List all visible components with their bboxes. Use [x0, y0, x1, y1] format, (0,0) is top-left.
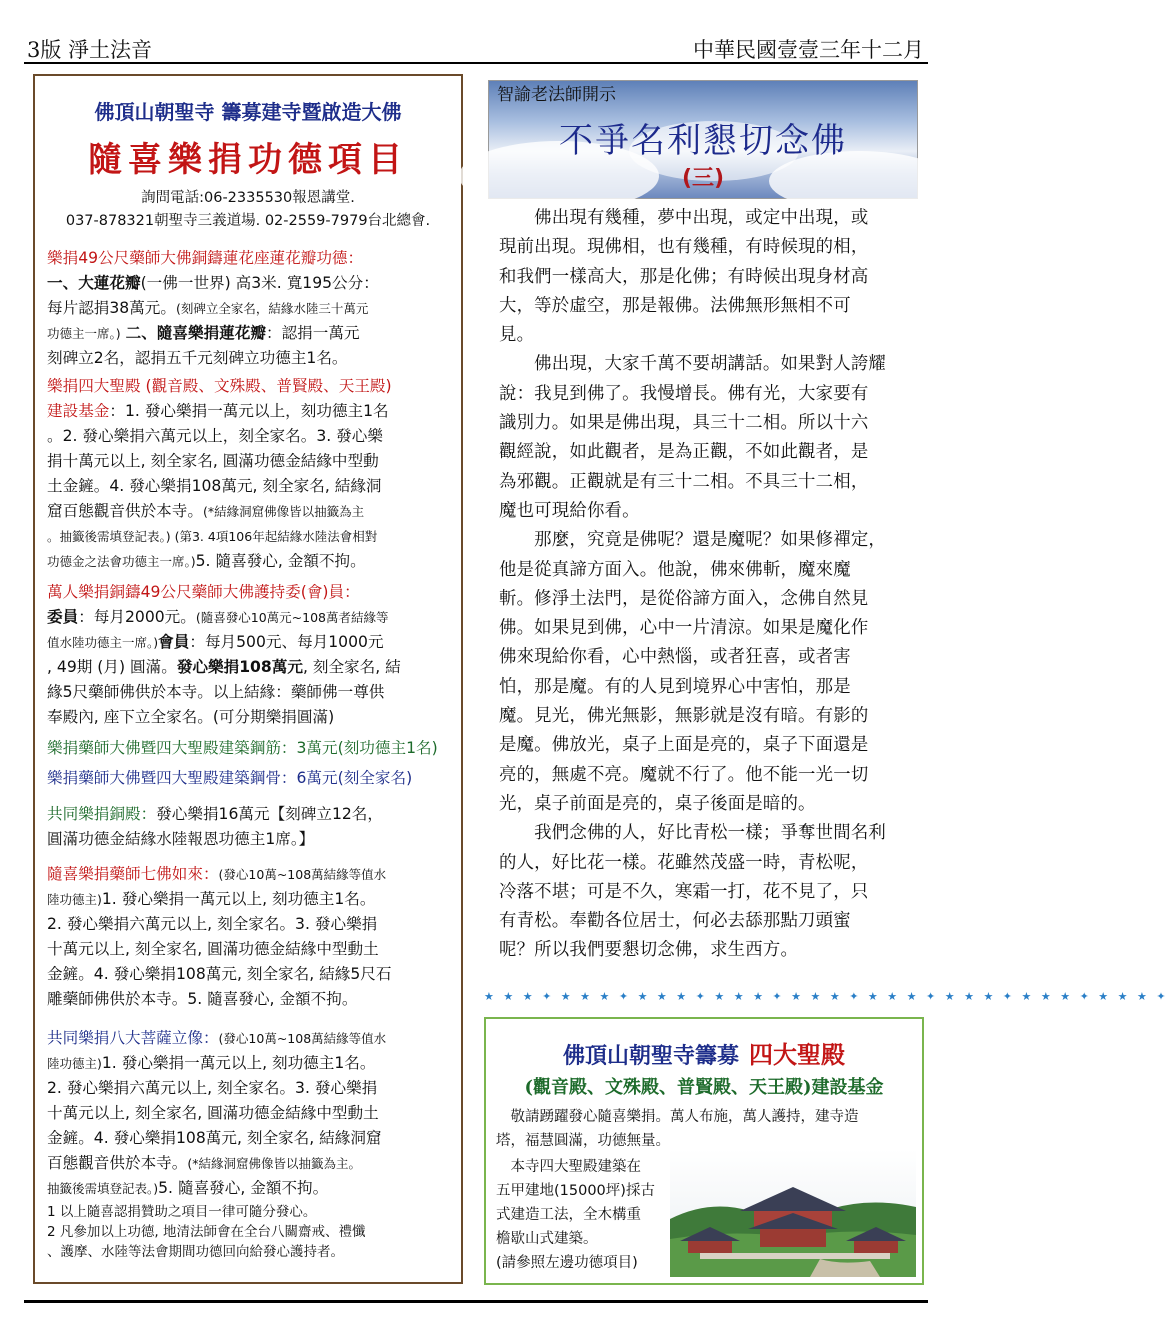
star-divider: ★ ★ ★ ✦ ★ ★ ★ ✦ ★ ★ ★ ✦ ★ ★ ★ ✦ ★ ★ ★ ✦ ★ ★ ★ ✦ ★ ★ ★ ✦ ★ ★ ★ ✦ ★ ★ ★ ✦ [484, 990, 1169, 1003]
fund-box-intro: 塔，福慧圓滿，功德無量。 [496, 1133, 670, 1149]
section-line: 。2. 發心樂捐六萬元以上，刻全家名。3. 發心樂 [47, 427, 383, 445]
section-heading: 萬人樂捐銅鑄49公尺藥師大佛護持委(會)員： [47, 583, 360, 601]
fund-box-title: 佛頂山朝聖寺籌募 四大聖殿 [562, 1040, 845, 1069]
section-line: 功德金之法會功德主一席。)5. 隨喜發心, 金額不拘。 [47, 552, 366, 570]
article-line: 亮的，無處不亮。魔就不行了。他不能一光一切 [499, 764, 869, 785]
article-line: 斬。修淨土法門，是從俗諦方面入，念佛自然見 [499, 588, 869, 609]
section-line: 委員：每月2000元。(隨喜發心10萬元~108萬者結緣等 [47, 608, 389, 626]
article-part: (三) [681, 166, 725, 191]
donation-items-box [33, 74, 463, 1284]
bronze-hall-section [47, 802, 453, 852]
article-line: 和我們一樣高大，那是化佛；有時候出現身材高 [499, 266, 869, 287]
section-line: 共同樂捐八大菩薩立像：(發心10萬~108萬結緣等值水 [47, 1029, 387, 1047]
article-line: 我們念佛的人，好比青松一樣；爭奪世間名利 [499, 823, 886, 844]
article-line: 呢？所以我們要懇切念佛，求生西方。 [499, 940, 799, 961]
article-line: 佛出現，大家千萬不要胡講話。如果對人誇耀 [499, 354, 886, 375]
article-line: 怕，那是魔。有的人見到境界心中害怕，那是 [499, 676, 851, 697]
section-line: 共同樂捐銅殿：發心樂捐16萬元【刻碑立12名， [47, 805, 383, 823]
contact-phone-line2: 037-878321朝聖寺三義道場. 02-2559-7979台北總會. [65, 213, 431, 229]
section-line: 十萬元以上, 刻全家名, 圓滿功德金結緣中型動土 [47, 940, 379, 958]
section-heading: 樂捐49公尺藥師大佛銅鑄蓮花座蓮花瓣功德： [47, 249, 364, 267]
article-line: 現前出現。現佛相，也有幾種，有時候現的相， [499, 237, 869, 258]
article-line: 觀經說，如此觀者，是為正觀，不如此觀者，是 [499, 442, 869, 463]
article-line: 他是從真諦方面入。他說，佛來佛斬，魔來魔 [499, 559, 851, 580]
section-line: 刻碑立2名，認捐五千元刻碑立功德主1名。 [47, 349, 348, 367]
article-line: 識別力。如果是佛出現，具三十二相。所以十六 [499, 413, 869, 434]
section-line: 雕藥師佛供於本寺。5. 隨喜發心, 金額不拘。 [47, 990, 358, 1008]
section-line: 功德主一席。) 二、隨喜樂捐蓮花瓣：認捐一萬元 [47, 324, 360, 342]
fund-box-subtitle: (觀音殿、文殊殿、普賢殿、天王殿)建設基金 [524, 1077, 884, 1098]
section-line: 奉殿內, 座下立全家名。(可分期樂捐圓滿) [47, 708, 335, 726]
footer-rule [24, 1300, 928, 1303]
donation-box-headline: 隨喜樂捐功德項目 [88, 140, 408, 180]
donation-box-title: 佛頂山朝聖寺 籌募建寺暨啟造大佛 [94, 100, 402, 124]
section-line: 一、大蓮花瓣(一佛一世界) 高3米. 寬195公分： [47, 274, 379, 292]
article-line: 魔。見光，佛光無影，無影就是沒有暗。有影的 [499, 706, 869, 727]
section-line: 金鏟。4. 發心樂捐108萬元, 刻全家名, 結緣5尺石 [47, 965, 392, 983]
four-halls-fund-box [484, 1017, 924, 1285]
lotus-petal-section [47, 246, 453, 371]
article-line: 佛來現給你看，心中熱惱，或者狂喜，或者害 [499, 647, 851, 668]
section-line: 2. 發心樂捐六萬元以上, 刻全家名。3. 發心樂捐 [47, 915, 378, 933]
article-line: 那麼，究竟是佛呢？還是魔呢？如果修禪定， [499, 530, 886, 551]
section-heading: 樂捐四大聖殿 (觀音殿、文殊殿、普賢殿、天王殿) [47, 377, 392, 395]
article-line: 說：我見到佛了。我慢增長。佛有光，大家要有 [499, 383, 869, 404]
article-line: 大，等於虛空，那是報佛。法佛無形無相不可 [499, 295, 851, 316]
article-line: 的人，好比花一樣。花雖然茂盛一時，青松呢， [499, 852, 869, 873]
article-line: 佛出現有幾種，夢中出現，或定中出現，或 [499, 208, 869, 228]
footnote: 1 以上隨喜認捐贊助之項目一律可隨分發心。 [47, 1204, 317, 1220]
contact-phone-line1: 詢問電話:06-2335530報恩講堂. [141, 190, 355, 206]
section-line: 緣5尺藥師佛供於本寺。以上結緣：藥師佛一尊供 [47, 683, 385, 701]
section-line: 2. 發心樂捐六萬元以上, 刻全家名。3. 發心樂捐 [47, 1079, 378, 1097]
article-line: 是魔。佛放光，桌子上面是亮的，桌子下面還是 [499, 735, 869, 756]
seven-buddhas-section [47, 862, 453, 1012]
footnote: 、護摩、水陸等法會期間功德回向給發心護持者。 [47, 1244, 344, 1260]
section-line: 抽籤後需填登記表。)5. 隨喜發心, 金額不拘。 [47, 1179, 329, 1197]
committee-section [47, 580, 453, 730]
article-line: 為邪觀。正觀就是有三十二相。不具三十二相， [499, 471, 869, 492]
section-line: 。抽籤後需填登記表。) (第3. 4項106年起結緣水陸法會相對 [47, 529, 378, 544]
article-title: 不爭名利懇切念佛 [559, 121, 847, 161]
article-line: 有青松。奉勸各位居士，何必去舔那點刀頭蜜 [499, 911, 851, 932]
section-line: 金鏟。4. 發心樂捐108萬元, 刻全家名, 結緣洞窟 [47, 1129, 382, 1147]
article-line: 佛。如果見到佛，心中一片清涼。如果是魔化作 [499, 618, 869, 639]
page-section-label: 3版 淨土法音 [27, 38, 153, 62]
section-line: 每片認捐38萬元。(刻碑立全家名，結緣水陸三十萬元 [47, 299, 369, 317]
section-line: 窟百態觀音供於本寺。(*結緣洞窟佛像皆以抽籤為主 [47, 502, 365, 520]
footnote: 2 凡參加以上功德, 地清法師會在全台八關齋戒、禮懺 [47, 1224, 366, 1240]
four-halls-section [47, 374, 453, 574]
section-line: , 49期 (月) 圓滿。發心樂捐108萬元, 刻全家名, 結 [47, 658, 401, 676]
section-line: 隨喜樂捐藥師七佛如來：(發心10萬~108萬結緣等值水 [47, 865, 387, 883]
publication-date: 中華民國壹壹三年十二月 [693, 38, 924, 62]
rebar-donation-line: 樂捐藥師大佛暨四大聖殿建築鋼筋：3萬元(刻功德主1名) [47, 739, 438, 757]
section-line: 百態觀音供於本寺。(*結緣洞窟佛像皆以抽籤為主。 [47, 1154, 361, 1172]
section-line: 建設基金：1. 發心樂捐一萬元以上，刻功德主1名 [47, 402, 389, 420]
section-line: 土金鏟。4. 發心樂捐108萬元, 刻全家名, 結緣洞 [47, 477, 382, 495]
fund-box-description: 本寺四大聖殿建築在 五甲建地(15000坪)採古 式建造工法，全木構重 檐歇山式建築。 (請參照左邊功德項目) [496, 1159, 655, 1271]
fund-box-intro: 敬請踴躍發心隨喜樂捐。萬人布施，萬人護持，建寺造 [496, 1109, 859, 1125]
footnotes [47, 1202, 453, 1262]
section-line: 值水陸功德主一席。)會員：每月500元、每月1000元 [47, 633, 384, 651]
article-body [499, 204, 919, 966]
article-line: 見。 [499, 325, 535, 346]
temple-rendering-image [670, 1149, 916, 1277]
header-rule [24, 62, 928, 64]
steel-frame-donation-line: 樂捐藥師大佛暨四大聖殿建築鋼骨：6萬元(刻全家名) [47, 769, 413, 787]
article-line: 魔也可現給你看。 [499, 500, 640, 521]
article-line: 冷落不堪；可是不久，寒霜一打，花不見了，只 [499, 881, 869, 902]
eight-bodhisattvas-section [47, 1026, 453, 1201]
section-line: 陸功德主)1. 發心樂捐一萬元以上, 刻功德主1名。 [47, 1054, 376, 1072]
article-speaker: 智諭老法師開示 [497, 85, 616, 105]
article-line: 光，桌子前面是亮的，桌子後面是暗的。 [499, 793, 816, 814]
section-line: 捐十萬元以上, 刻全家名, 圓滿功德金結緣中型動 [47, 452, 379, 470]
section-line: 圓滿功德金結緣水陸報恩功德主1席。】 [47, 830, 315, 848]
section-line: 十萬元以上, 刻全家名, 圓滿功德金結緣中型動土 [47, 1104, 379, 1122]
section-line: 陸功德主)1. 發心樂捐一萬元以上, 刻功德主1名。 [47, 890, 376, 908]
